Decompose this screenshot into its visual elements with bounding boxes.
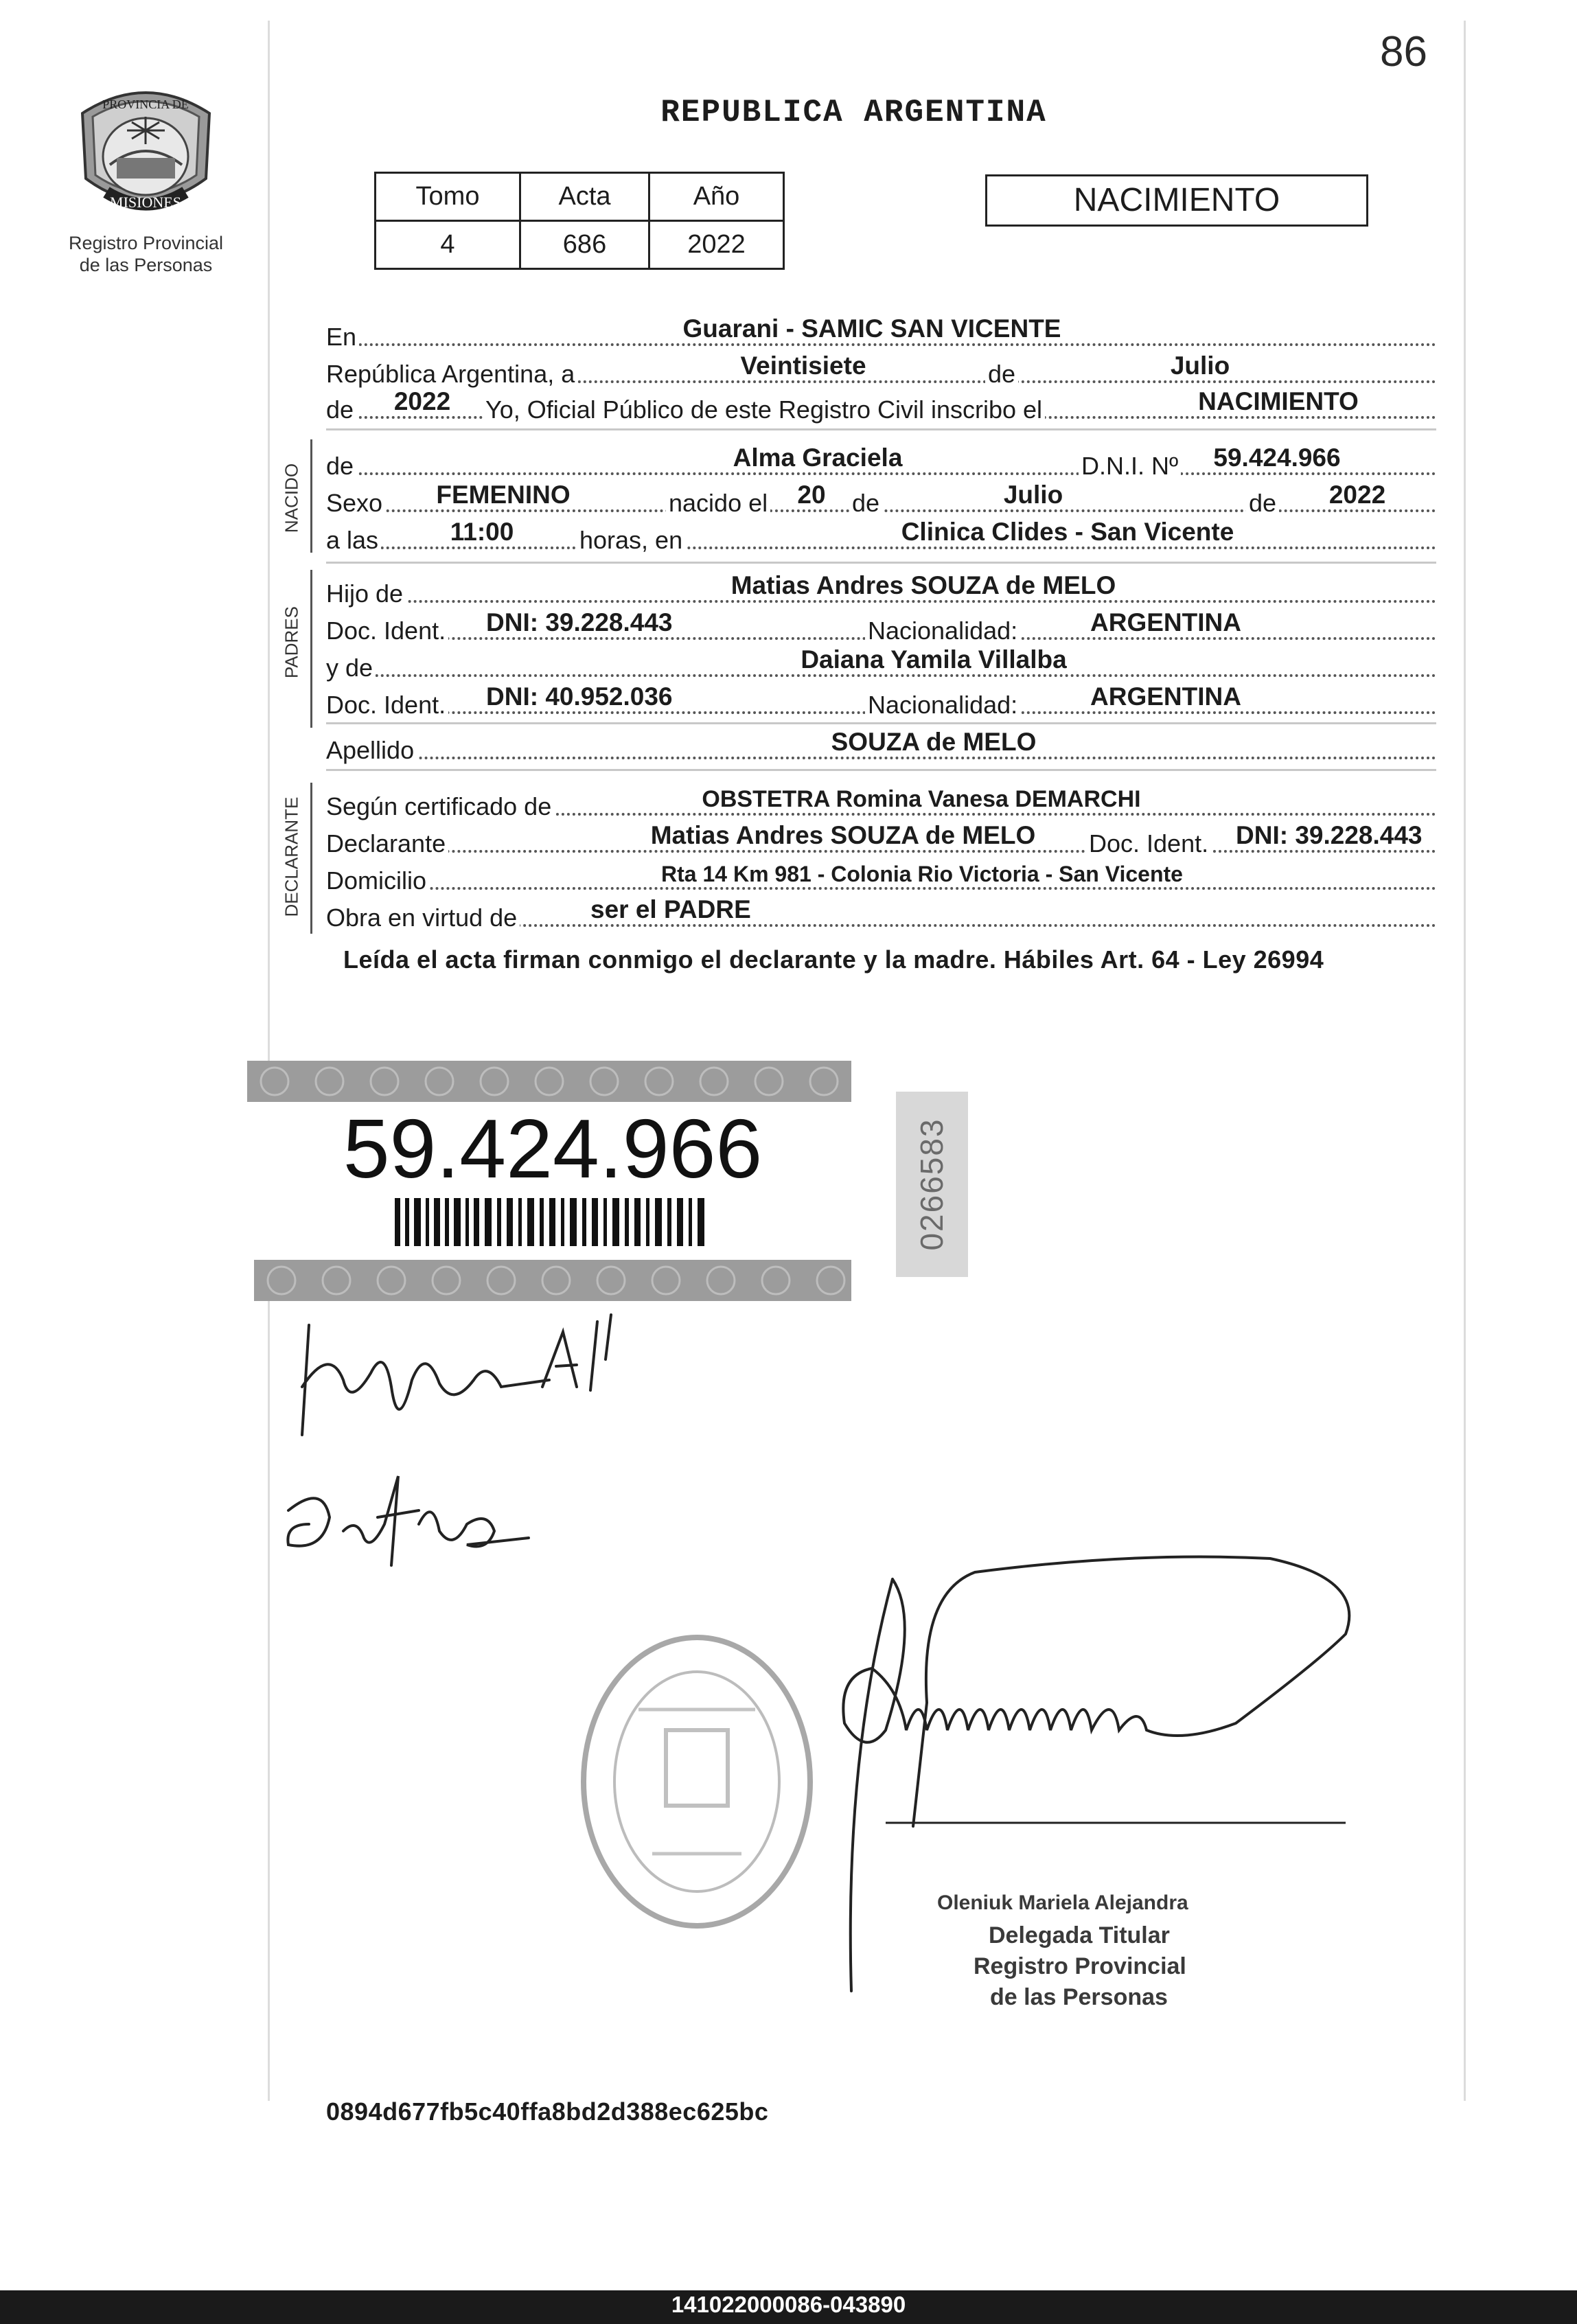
line-capacity <box>326 897 1436 934</box>
day-text-value: Veintisiete <box>740 352 866 380</box>
declarante-section-label: DECLARANTE <box>281 796 302 917</box>
child-name-value: Alma Graciela <box>733 444 903 472</box>
official-registry-2: de las Personas <box>990 1984 1168 2010</box>
line-certificate <box>326 785 1436 822</box>
birth-time-value: 11:00 <box>450 518 514 546</box>
en-label: En <box>326 323 359 352</box>
father-nationality-value: ARGENTINA <box>1090 608 1241 636</box>
declarante-label: Declarante <box>326 829 448 858</box>
mother-nac-label: Nacionalidad: <box>865 691 1020 720</box>
birth-place-value: Clinica Clides - San Vicente <box>901 518 1234 546</box>
acta-value: 686 <box>520 221 649 269</box>
declarant-doc-value: DNI: 39.228.443 <box>1236 821 1423 849</box>
official-name: Oleniuk Mariela Alejandra <box>937 1891 1188 1914</box>
child-dni-value: 59.424.966 <box>1213 444 1341 472</box>
statement-text: Yo, Oficial Público de este Registro Civil inscribo el <box>483 395 1045 424</box>
document-title: REPUBLICA ARGENTINA <box>660 95 1047 130</box>
line-declarant <box>326 822 1436 860</box>
separator <box>326 722 1436 724</box>
capacity-value: ser el PADRE <box>590 895 751 923</box>
record-type-box: NACIMIENTO <box>985 174 1368 227</box>
mother-name-value: Daiana Yamila Villalba <box>801 645 1067 674</box>
father-name-value: Matias Andres SOUZA de MELO <box>730 571 1116 599</box>
birth-month-value: Julio <box>1003 481 1063 509</box>
hospital-stamp <box>570 1627 824 1936</box>
line-address <box>326 860 1436 897</box>
logo-text-bottom: MISIONES <box>110 194 181 211</box>
hologram-code: 0266583 <box>914 1118 949 1251</box>
line-statement <box>326 389 1436 426</box>
certificate-value: OBSTETRA Romina Vanesa DEMARCHI <box>702 786 1141 812</box>
sexo-value: FEMENINO <box>436 481 571 509</box>
line-mother-doc <box>326 684 1436 721</box>
address-value: Rta 14 Km 981 - Colonia Rio Victoria - San Vicente <box>661 862 1183 886</box>
domicilio-label: Domicilio <box>326 866 429 895</box>
acta-header: Acta <box>520 173 649 221</box>
nacido-el-label: nacido el <box>666 489 770 518</box>
official-registry: Registro Provincial <box>974 1953 1186 1979</box>
declarante-bar <box>310 783 312 934</box>
padres-bar <box>310 570 312 728</box>
line-father <box>326 573 1436 610</box>
padres-section-label: PADRES <box>281 606 302 678</box>
anio-header: Año <box>649 173 784 221</box>
registry-caption-line1: Registro Provincial <box>68 233 224 253</box>
birth-de-label-2: de <box>1246 489 1279 518</box>
republic-label: República Argentina, a <box>326 360 577 389</box>
hologram-strip <box>896 1092 968 1277</box>
de-label: de <box>985 360 1018 389</box>
apellido-value: SOUZA de MELO <box>831 728 1037 756</box>
line-surname <box>326 729 1436 766</box>
registry-caption-line2: de las Personas <box>79 255 213 275</box>
line-sex-birth <box>326 482 1436 519</box>
father-doc-label: Doc. Ident. <box>326 617 448 645</box>
line-time-place <box>326 519 1436 556</box>
separator <box>326 769 1436 771</box>
cert-label: Según certificado de <box>326 792 554 821</box>
apellido-label: Apellido <box>326 736 417 765</box>
horas-label: horas, en <box>577 526 685 555</box>
footer-code: 141022000086-043890 <box>671 2292 906 2317</box>
mother-signature <box>281 1456 542 1579</box>
registry-coat-of-arms <box>69 76 223 227</box>
official-title: Delegada Titular <box>989 1922 1170 1948</box>
place-value: Guarani - SAMIC SAN VICENTE <box>682 314 1061 343</box>
year-value: 2022 <box>393 387 451 415</box>
page-number: 86 <box>1380 28 1427 76</box>
line-place <box>326 316 1436 353</box>
father-nac-label: Nacionalidad: <box>865 617 1020 645</box>
document-hash: 0894d677fb5c40ffa8bd2d388ec625bc <box>326 2097 769 2126</box>
registered-event-value: NACIMIENTO <box>1198 387 1359 415</box>
birth-year-value: 2022 <box>1328 481 1386 509</box>
separator <box>326 428 1436 430</box>
line-child-name <box>326 445 1436 482</box>
y-de-label: y de <box>326 654 376 682</box>
mother-doc-value: DNI: 40.952.036 <box>486 682 673 711</box>
birth-day-value: 20 <box>797 481 826 509</box>
line-mother <box>326 647 1436 684</box>
record-id-table <box>374 172 785 270</box>
declarant-signature <box>288 1304 645 1456</box>
hijo-de-label: Hijo de <box>326 579 406 608</box>
dni-label: D.N.I. Nº <box>1079 452 1181 481</box>
logo-text-top: PROVINCIA DE <box>102 97 189 111</box>
right-margin-line <box>1464 21 1466 2101</box>
de-label-2: de <box>326 395 356 424</box>
dni-sticker <box>247 1061 851 1318</box>
sexo-label: Sexo <box>326 489 385 518</box>
nacido-section-label: NACIDO <box>281 463 302 533</box>
separator <box>326 562 1436 564</box>
tomo-value: 4 <box>376 221 520 269</box>
registry-caption <box>48 232 244 276</box>
father-doc-value: DNI: 39.228.443 <box>486 608 673 636</box>
child-de-label: de <box>326 452 356 481</box>
tomo-header: Tomo <box>376 173 520 221</box>
declarant-name-value: Matias Andres SOUZA de MELO <box>650 821 1036 849</box>
alas-label: a las <box>326 526 381 555</box>
obra-label: Obra en virtud de <box>326 904 520 932</box>
mother-nationality-value: ARGENTINA <box>1090 682 1241 711</box>
sticker-dni-number: 59.424.966 <box>343 1102 763 1195</box>
anio-value: 2022 <box>649 221 784 269</box>
line-father-doc <box>326 610 1436 647</box>
birth-de-label: de <box>849 489 882 518</box>
mother-doc-label: Doc. Ident. <box>326 691 448 720</box>
nacido-bar <box>310 439 312 553</box>
line-date <box>326 353 1436 390</box>
month-text-value: Julio <box>1170 352 1230 380</box>
declarant-doc-label: Doc. Ident. <box>1086 829 1211 858</box>
reading-note: Leída el acta firman conmigo el declarante y la madre. Hábiles Art. 64 - Ley 26994 <box>343 945 1324 974</box>
